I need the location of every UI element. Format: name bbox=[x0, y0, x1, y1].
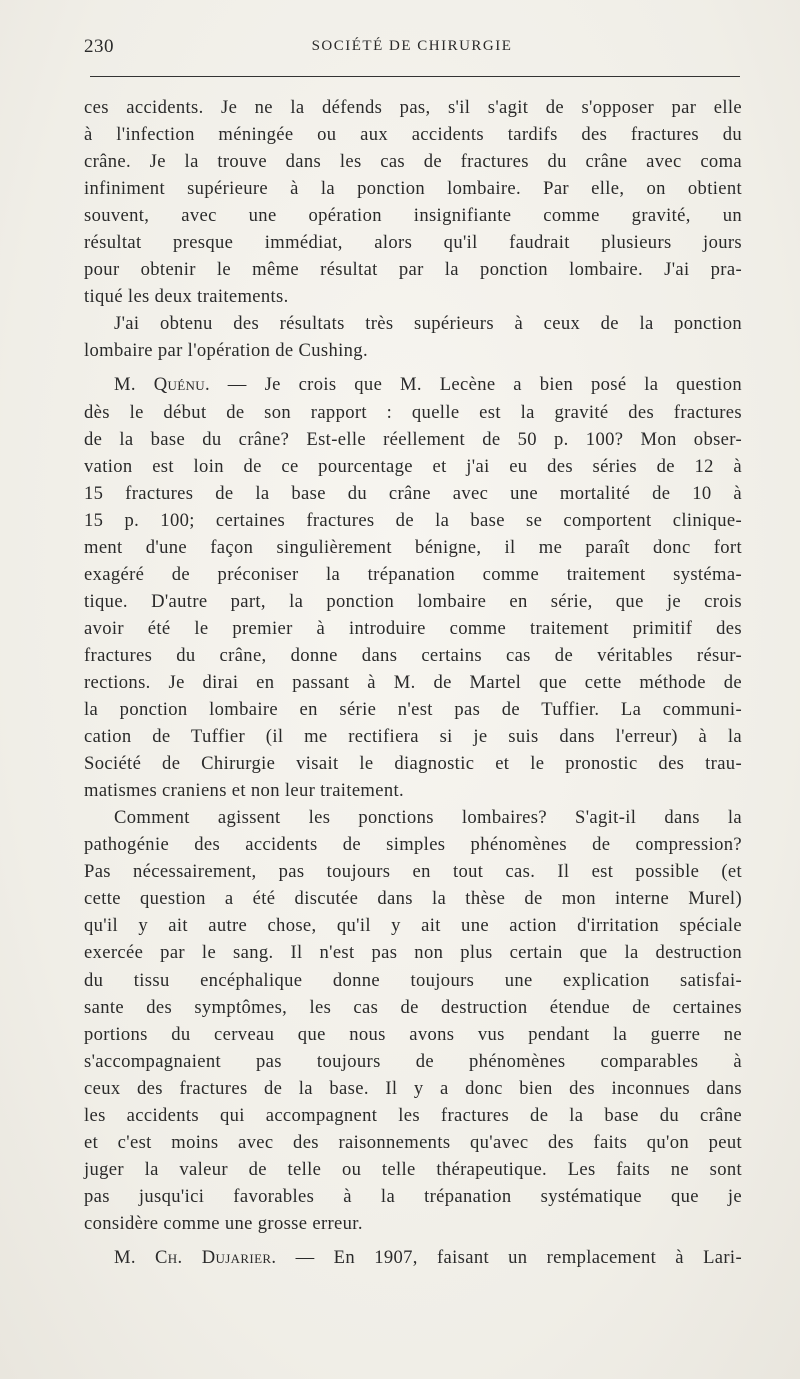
text-line: du tissu encéphalique donne toujours une explication satisfai- bbox=[84, 969, 742, 991]
paragraph-quenu bbox=[84, 371, 742, 804]
text-line: 15 p. 100; certaines fractures de la base se comportent clinique- bbox=[84, 509, 742, 531]
text-line: à l'infection méningée ou aux accidents tardifs des fractures du bbox=[84, 124, 742, 146]
speaker-name: M. Ch. Dujarier. bbox=[114, 1246, 277, 1268]
text-line: s'accompagnaient pas toujours de phénomènes comparables à bbox=[84, 1050, 742, 1072]
text-line: Société de Chirurgie visait le diagnostic et le pronostic des trau- bbox=[84, 753, 742, 775]
text-line: avoir été le premier à introduire comme traitement primitif des bbox=[84, 617, 742, 639]
text-line: matismes craniens et non leur traitement. bbox=[84, 780, 405, 802]
body-text bbox=[84, 94, 742, 1271]
text-line: fractures du crâne, donne dans certains cas de véritables résur- bbox=[84, 644, 742, 666]
text-line: sante des symptômes, les cas de destruction étendue de certaines bbox=[84, 996, 742, 1018]
text-line: tique. D'autre part, la ponction lombaire en série, que je crois bbox=[84, 590, 742, 612]
paragraph-gap bbox=[84, 364, 742, 371]
text-line: lombaire par l'opération de Cushing. bbox=[84, 340, 368, 362]
text-fragment: — Je crois que M. Lecène a bien posé la question bbox=[209, 374, 742, 396]
text-line: de la base du crâne? Est-elle réellement de 50 p. 100? Mon obser- bbox=[84, 428, 742, 450]
text-line: cation de Tuffier (il me rectifiera si je suis dans l'erreur) à la bbox=[84, 726, 742, 748]
text-line: Pas nécessairement, pas toujours en tout cas. Il est possible (et bbox=[84, 861, 742, 883]
text-line: juger la valeur de telle ou telle thérapeutique. Les faits ne sont bbox=[84, 1158, 742, 1180]
text-line bbox=[84, 1244, 742, 1271]
text-line: exercée par le sang. Il n'est pas non plus certain que la destruction bbox=[84, 942, 742, 964]
text-line: pas jusqu'ici favorables à la trépanation systématique que je bbox=[84, 1185, 742, 1207]
text-line: J'ai obtenu des résultats très supérieurs à ceux de la ponction bbox=[114, 313, 742, 335]
text-line: dès le début de son rapport : quelle est la gravité des fractures bbox=[84, 401, 742, 423]
text-line: considère comme une grosse erreur. bbox=[84, 1212, 363, 1234]
text-line: crâne. Je la trouve dans les cas de fractures du crâne avec coma bbox=[84, 151, 742, 173]
page-header bbox=[84, 30, 740, 62]
paragraph-gap bbox=[84, 1237, 742, 1244]
text-line: la ponction lombaire en série n'est pas de Tuffier. La communi- bbox=[84, 699, 742, 721]
text-line: les accidents qui accompagnent les fractures de la base du crâne bbox=[84, 1104, 742, 1126]
text-line: tiqué les deux traitements. bbox=[84, 286, 289, 308]
text-line: et c'est moins avec des raisonnements qu'avec des faits qu'on peut bbox=[84, 1131, 742, 1153]
speaker-name: M. Quénu. bbox=[114, 374, 210, 396]
text-line bbox=[84, 371, 742, 398]
text-line: vation est loin de ce pourcentage et j'ai eu des séries de 12 à bbox=[84, 455, 742, 477]
text-line: résultat presque immédiat, alors qu'il faudrait plusieurs jours bbox=[84, 232, 742, 254]
text-fragment: — En 1907, faisant un remplacement à Lari- bbox=[276, 1246, 742, 1268]
running-head: SOCIÉTÉ DE CHIRURGIE bbox=[311, 38, 513, 54]
text-line: ces accidents. Je ne la défends pas, s'il s'agit de s'opposer par elle bbox=[84, 97, 742, 118]
header-rule bbox=[90, 76, 740, 77]
page-number: 230 bbox=[84, 36, 114, 57]
text-line: 15 fractures de la base du crâne avec une mortalité de 10 à bbox=[84, 482, 742, 504]
text-line: qu'il y ait autre chose, qu'il y ait une action d'irritation spéciale bbox=[84, 915, 742, 937]
text-line: Comment agissent les ponctions lombaires? S'agit-il dans la bbox=[114, 807, 742, 829]
text-line: pour obtenir le même résultat par la ponction lombaire. J'ai pra- bbox=[84, 259, 742, 281]
text-line: cette question a été discutée dans la thèse de mon interne Murel) bbox=[84, 888, 742, 910]
text-line: rections. Je dirai en passant à M. de Martel que cette méthode de bbox=[84, 671, 742, 693]
text-line: portions du cerveau que nous avons vus pendant la guerre ne bbox=[84, 1023, 742, 1045]
paragraph bbox=[84, 310, 742, 364]
text-line: souvent, avec une opération insignifiante comme gravité, un bbox=[84, 205, 742, 227]
paragraph bbox=[84, 804, 742, 1237]
text-line: infiniment supérieure à la ponction lombaire. Par elle, on obtient bbox=[84, 178, 742, 200]
text-line: ceux des fractures de la base. Il y a donc bien des inconnues dans bbox=[84, 1077, 742, 1099]
text-line: pathogénie des accidents de simples phénomènes de compression? bbox=[84, 834, 742, 856]
paragraph-dujarier bbox=[84, 1244, 742, 1271]
paragraph bbox=[84, 94, 742, 310]
text-line: exagéré de préconiser la trépanation comme traitement systéma- bbox=[84, 563, 742, 585]
text-line: ment d'une façon singulièrement bénigne, il me paraît donc fort bbox=[84, 536, 742, 558]
